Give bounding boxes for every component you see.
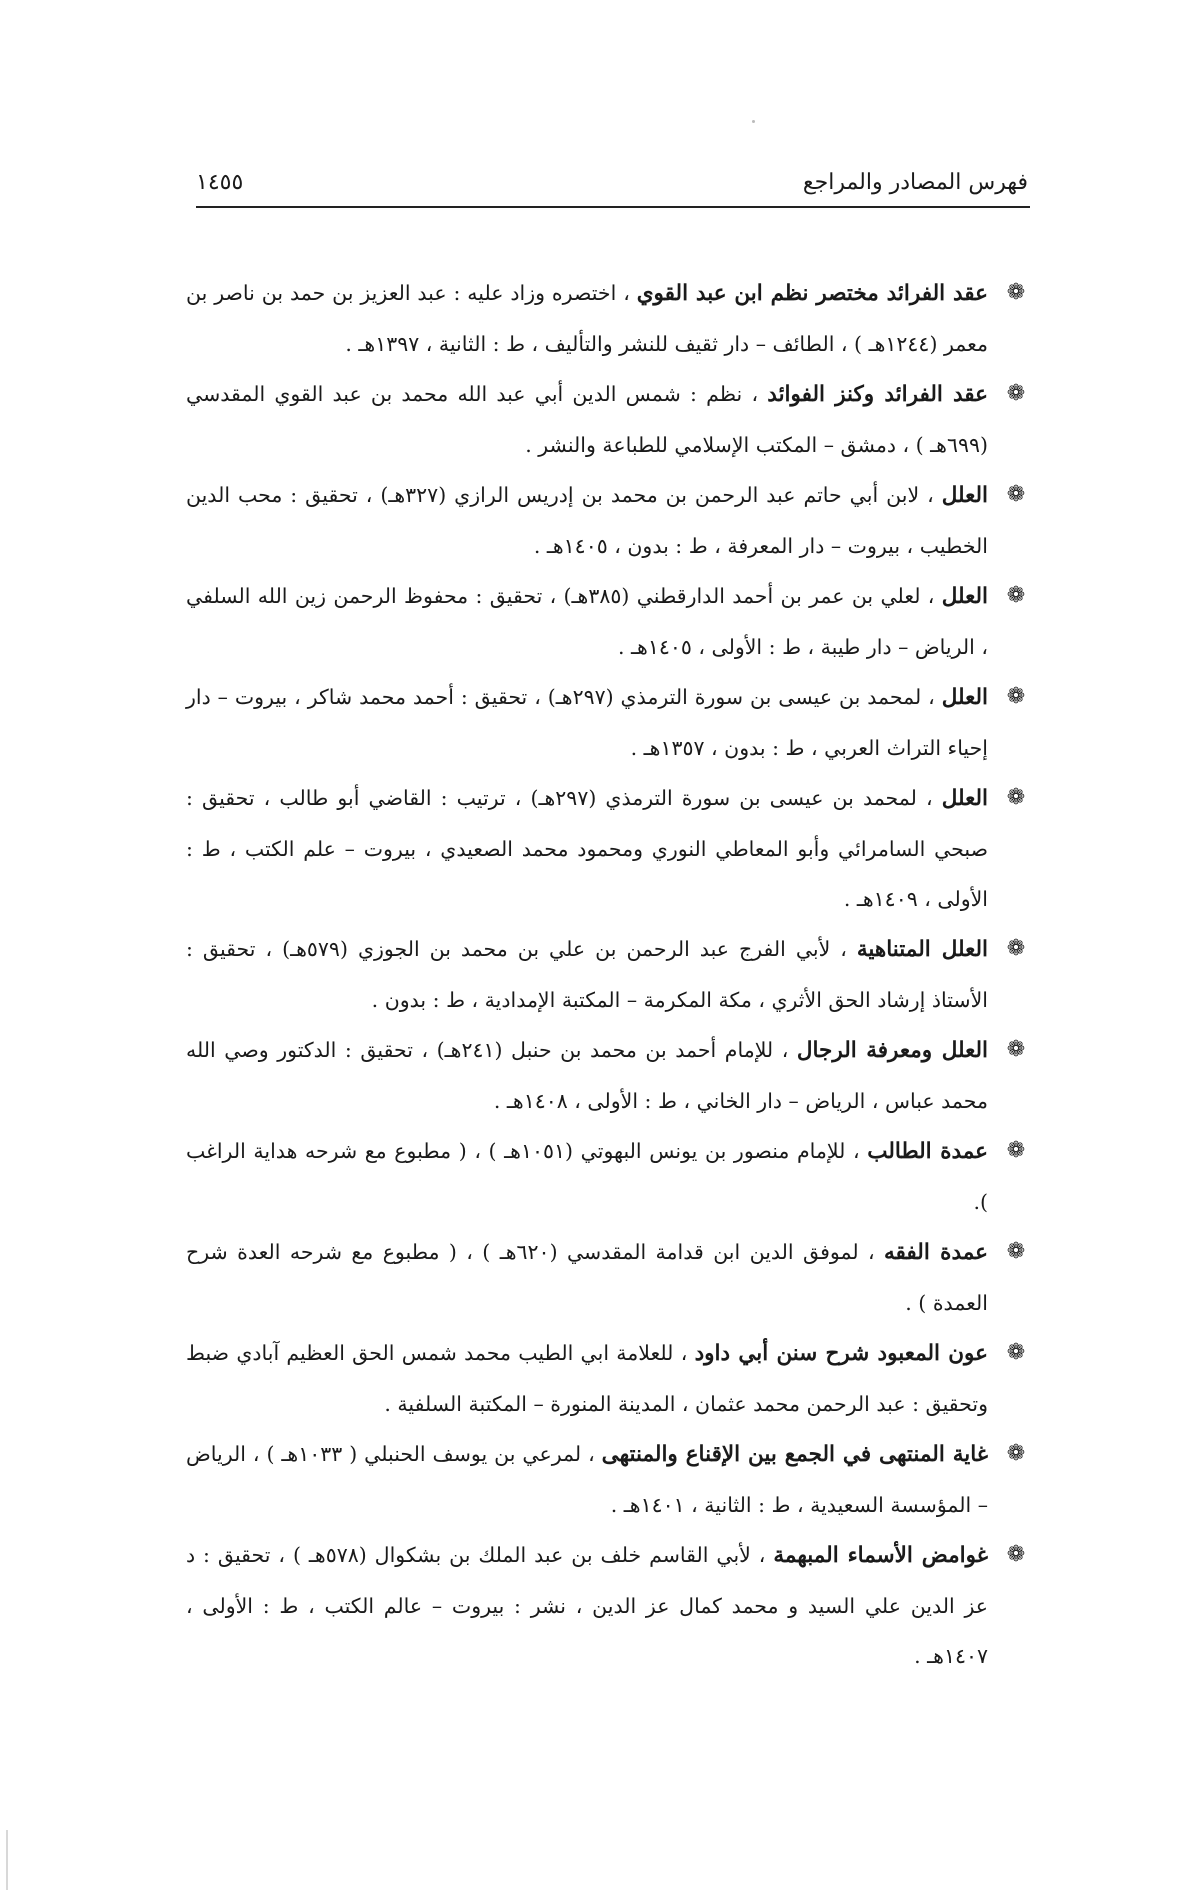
entry-details: ، للإمام منصور بن يونس البهوتي (١٠٥١هـ ) ، ( مطبوع مع شرحه هداية الراغب ). bbox=[186, 1139, 988, 1214]
scan-margin-line bbox=[6, 1830, 8, 1890]
bibliography-entry bbox=[186, 571, 1030, 672]
flower-bullet-icon: ❁ bbox=[1006, 684, 1026, 709]
bibliography-entry bbox=[186, 1126, 1030, 1227]
entry-details: ، لمحمد بن عيسى بن سورة الترمذي (٢٩٧هـ) ، تحقيق : أحمد محمد شاكر ، بيروت – دار إحياء التراث العربي ، ط : بدون ، ١٣٥٧هـ . bbox=[186, 685, 988, 760]
bibliography-entry bbox=[186, 1227, 1030, 1328]
flower-bullet-icon: ❁ bbox=[1006, 1138, 1026, 1163]
entry-details: ، لأبي الفرج عبد الرحمن بن علي بن محمد بن الجوزي (٥٧٩هـ) ، تحقيق : الأستاذ إرشاد الحق الأثري ، مكة المكرمة – المكتبة الإمدادية ، ط : بدون . bbox=[186, 937, 988, 1012]
flower-bullet-icon: ❁ bbox=[1006, 1037, 1026, 1062]
entry-details: ، لابن أبي حاتم عبد الرحمن بن محمد بن إدريس الرازي (٣٢٧هـ) ، تحقيق : محب الدين الخطيب ، بيروت – دار المعرفة ، ط : بدون ، ١٤٠٥هـ . bbox=[186, 483, 988, 558]
bibliography-entry bbox=[186, 1429, 1030, 1530]
entry-details: ، اختصره وزاد عليه : عبد العزيز بن حمد بن ناصر بن معمر (١٢٤٤هـ ) ، الطائف – دار ثقيف للنشر والتأليف ، ط : الثانية ، ١٣٩٧هـ . bbox=[186, 281, 988, 356]
flower-bullet-icon: ❁ bbox=[1006, 381, 1026, 406]
flower-bullet-icon: ❁ bbox=[1006, 1340, 1026, 1365]
entry-details: ، للإمام أحمد بن محمد بن حنبل (٢٤١هـ) ، تحقيق : الدكتور وصي الله محمد عباس ، الرياض – دار الخاني ، ط : الأولى ، ١٤٠٨هـ . bbox=[186, 1038, 988, 1113]
entry-details: ، نظم : شمس الدين أبي عبد الله محمد بن عبد القوي المقدسي (٦٩٩هـ ) ، دمشق – المكتب الإسلامي للطباعة والنشر . bbox=[186, 382, 988, 457]
bibliography-entry bbox=[186, 369, 1030, 470]
flower-bullet-icon: ❁ bbox=[1006, 583, 1026, 608]
bibliography-entry bbox=[186, 268, 1030, 369]
entry-title: عقد الفرائد وكنز الفوائد bbox=[767, 382, 988, 407]
flower-bullet-icon: ❁ bbox=[1006, 1239, 1026, 1264]
flower-bullet-icon: ❁ bbox=[1006, 1542, 1026, 1567]
entry-title: عون المعبود شرح سنن أبي داود bbox=[694, 1341, 988, 1366]
bibliography-entry bbox=[186, 1025, 1030, 1126]
running-title: فهرس المصادر والمراجع bbox=[802, 170, 1028, 195]
flower-bullet-icon: ❁ bbox=[1006, 1441, 1026, 1466]
bibliography-entry bbox=[186, 672, 1030, 773]
entry-title: العلل bbox=[941, 786, 988, 811]
scan-dot bbox=[752, 120, 755, 123]
flower-bullet-icon: ❁ bbox=[1006, 785, 1026, 810]
bibliography-entry bbox=[186, 1328, 1030, 1429]
bibliography-entry bbox=[186, 773, 1030, 924]
page-header bbox=[196, 168, 1028, 204]
entry-details: ، للعلامة ابي الطيب محمد شمس الحق العظيم آبادي ضبط وتحقيق : عبد الرحمن محمد عثمان ، المدينة المنورة – المكتبة السلفية . bbox=[186, 1341, 988, 1416]
bibliography-entry bbox=[186, 470, 1030, 571]
entry-title: العلل bbox=[941, 685, 988, 710]
entry-title: عمدة الطالب bbox=[867, 1139, 989, 1164]
entry-title: العلل bbox=[941, 584, 988, 609]
entry-title: عمدة الفقه bbox=[884, 1240, 988, 1265]
entry-details: ، لموفق الدين ابن قدامة المقدسي (٦٢٠هـ ) ، ( مطبوع مع شرحه العدة شرح العمدة ) . bbox=[186, 1240, 988, 1315]
bibliography-entry bbox=[186, 924, 1030, 1025]
flower-bullet-icon: ❁ bbox=[1006, 936, 1026, 961]
header-rule bbox=[196, 206, 1030, 208]
page-number: ١٤٥٥ bbox=[196, 170, 244, 195]
entry-title: غاية المنتهى في الجمع بين الإقناع والمنتهى bbox=[601, 1442, 989, 1467]
flower-bullet-icon: ❁ bbox=[1006, 482, 1026, 507]
entry-details: ، لمرعي بن يوسف الحنبلي ( ١٠٣٣هـ ) ، الرياض – المؤسسة السعيدية ، ط : الثانية ، ١٤٠١هـ . bbox=[186, 1442, 988, 1517]
entry-title: العلل bbox=[941, 483, 988, 508]
entry-details: ، لمحمد بن عيسى بن سورة الترمذي (٢٩٧هـ) ، ترتيب : القاضي أبو طالب ، تحقيق : صبحي السامرائي وأبو المعاطي النوري ومحمود محمد الصعيدي ، بيروت – علم الكتب ، ط : الأولى ، ١٤٠٩هـ . bbox=[186, 786, 988, 911]
bibliography-list bbox=[186, 268, 1030, 1681]
flower-bullet-icon: ❁ bbox=[1006, 280, 1026, 305]
entry-details: ، لأبي القاسم خلف بن عبد الملك بن بشكوال (٥٧٨هـ ) ، تحقيق : د عز الدين علي السيد و محمد كمال عز الدين ، نشر : بيروت – عالم الكتب ، ط : الأولى ، ١٤٠٧هـ . bbox=[186, 1543, 988, 1668]
entry-title: عقد الفرائد مختصر نظم ابن عبد القوي bbox=[636, 281, 988, 306]
bibliography-entry bbox=[186, 1530, 1030, 1681]
entry-title: العلل ومعرفة الرجال bbox=[796, 1038, 988, 1063]
entry-details: ، لعلي بن عمر بن أحمد الدارقطني (٣٨٥هـ) ، تحقيق : محفوظ الرحمن زين الله السلفي ، الرياض – دار طيبة ، ط : الأولى ، ١٤٠٥هـ . bbox=[186, 584, 988, 659]
entry-title: العلل المتناهية bbox=[856, 937, 988, 962]
entry-title: غوامض الأسماء المبهمة bbox=[773, 1543, 988, 1568]
